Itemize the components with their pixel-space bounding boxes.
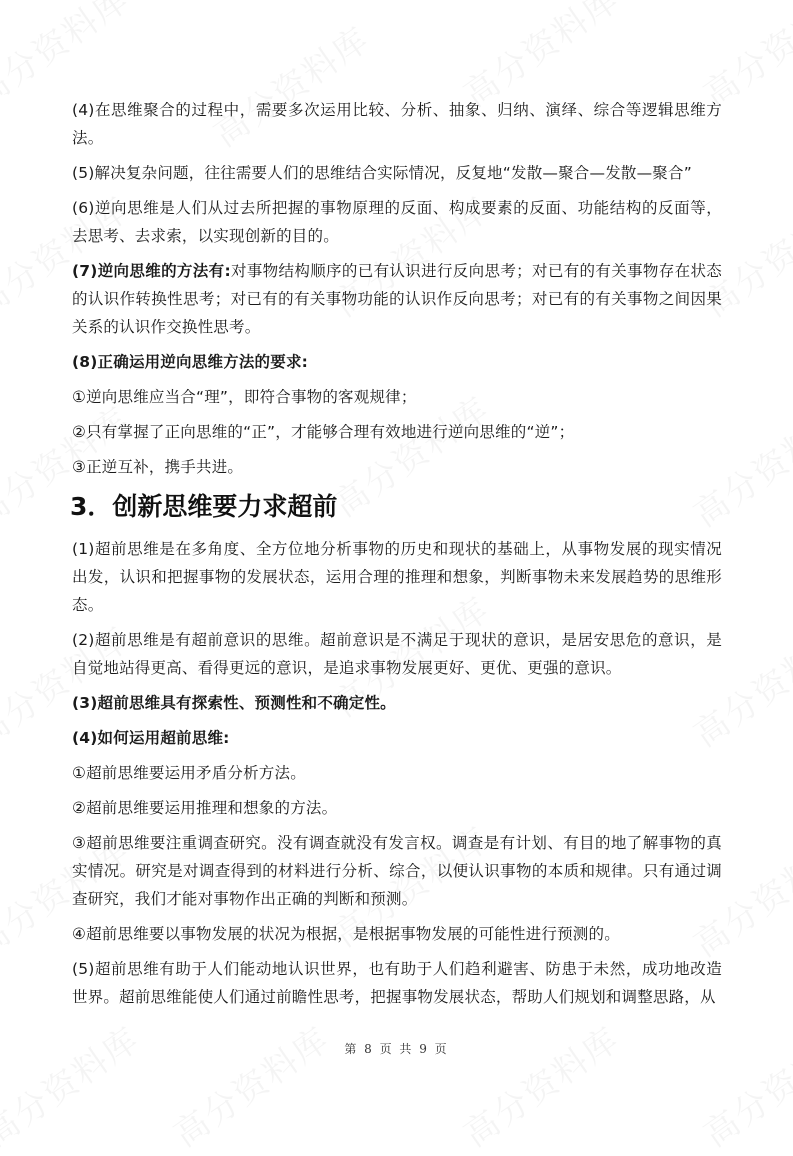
watermark <box>162 1013 338 1156</box>
method-item-1: ①超前思维要运用矛盾分析方法。 <box>72 764 306 782</box>
method-item-3: ③超前思维要注重调查研究。没有调查就没有发言权。调查是有计划、有目的地了解事物的真实情况。研究是对调查得到的材料进行分析、综合，以便认识事物的本质和规律。只有通过调查研究，我们才能对事物作出正确的判断和预测。 <box>72 834 722 908</box>
paragraph-7-text: 对事物结构顺序的已有认识进行反向思考；对已有的有关事物存在状态的认识作转换性思考；对已有的有关事物功能的认识作反向思考；对已有的有关事物之间因果关系的认识作交换性思考。 <box>72 262 722 336</box>
page-number: 第 8 页 共 9 页 <box>344 1042 449 1056</box>
paragraph-7 <box>72 257 722 341</box>
requirement-item-1: ①逆向思维应当合“理”，即符合事物的客观规律； <box>72 388 417 406</box>
section-3-paragraph-2: (2)超前思维是有超前意识的思维。超前意识是不满足于现状的意识，是居安思危的意识，是自觉地站得更高、看得更远的意识，是追求事物发展更好、更优、更强的意识。 <box>72 631 722 677</box>
paragraph-8-heading: (8)正确运用逆向思维方法的要求: <box>72 353 309 371</box>
section-3-title: 3．创新思维要力求超前 <box>70 492 338 521</box>
requirement-item-3: ③正逆互补，携手共进。 <box>72 458 244 476</box>
document-page <box>72 96 722 1018</box>
watermark <box>692 1013 793 1156</box>
section-3-paragraph-4-heading: (4)如何运用超前思维: <box>72 729 230 747</box>
method-item-4: ④超前思维要以事物发展的状况为根据，是根据事物发展的可能性进行预测的。 <box>72 925 620 943</box>
paragraph-6: (6)逆向思维是人们从过去所把握的事物原理的反面、构成要素的反面、功能结构的反面等，去思考、去求索，以实现创新的目的。 <box>72 199 722 245</box>
watermark <box>452 1013 628 1156</box>
page-footer <box>0 1040 793 1057</box>
section-3-paragraph-3: (3)超前思维具有探索性、预测性和不确定性。 <box>72 694 396 712</box>
paragraph-7-label: (7)逆向思维的方法有: <box>72 262 231 280</box>
watermark <box>0 1013 148 1156</box>
paragraph-4: (4)在思维聚合的过程中，需要多次运用比较、分析、抽象、归纳、演绎、综合等逻辑思维方法。 <box>72 101 722 147</box>
section-3-paragraph-1: (1)超前思维是在多角度、全方位地分析事物的历史和现状的基础上，从事物发展的现实情况出发，认识和把握事物的发展状态，运用合理的推理和想象，判断事物未来发展趋势的思维形态。 <box>72 540 722 614</box>
method-item-2: ②超前思维要运用推理和想象的方法。 <box>72 799 338 817</box>
section-3-paragraph-5: (5)超前思维有助于人们能动地认识世界，也有助于人们趋利避害、防患于未然，成功地改造世界。超前思维能使人们通过前瞻性思考，把握事物发展状态，帮助人们规划和调整思路，从 <box>72 960 722 1006</box>
requirement-item-2: ②只有掌握了正向思维的“正”，才能够合理有效地进行逆向思维的“逆”； <box>72 423 575 441</box>
paragraph-5: (5)解决复杂问题，往往需要人们的思维结合实际情况，反复地“发散—聚合—发散—聚合” <box>72 164 692 182</box>
